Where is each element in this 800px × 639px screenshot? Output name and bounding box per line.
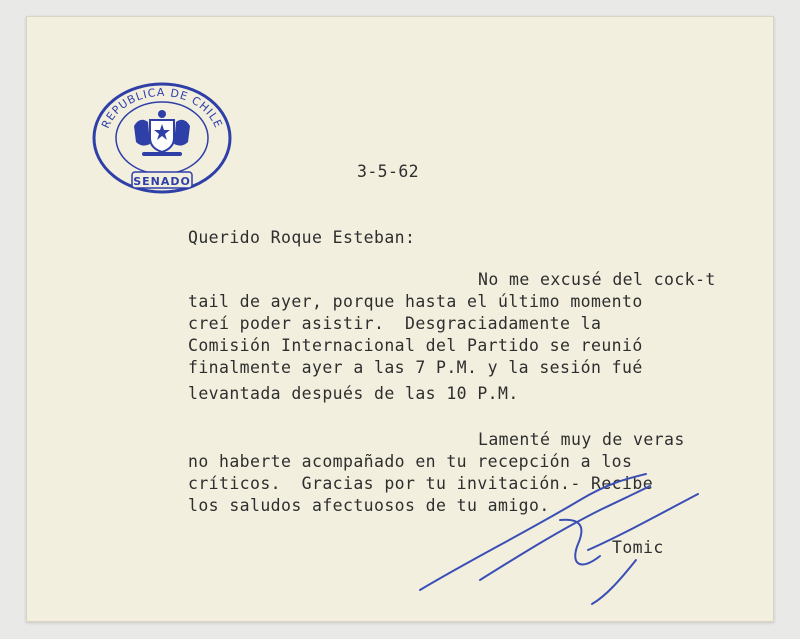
para1-line: No me excusé del cock-t [478,270,716,289]
letter-signoff: Tomic [612,538,664,557]
seal-arc-text: REPUBLICA DE CHILE [98,85,226,131]
letter-date: 3-5-62 [357,162,420,181]
para2-line: Lamenté muy de veras [478,430,685,449]
seal-bottom-text: SENADO [133,175,191,188]
para1-line: creí poder asistir. Desgraciadamente la [188,314,602,333]
para2-line: no haberte acompañado en tu recepción a los [188,452,633,471]
handwritten-signature [410,460,710,610]
para1-line: finalmente ayer a las 7 P.M. y la sesión fué [188,358,643,377]
letter-salutation: Querido Roque Esteban: [188,228,416,247]
para1-line: Comisión Internacional del Partido se reunió [188,336,643,355]
coat-of-arms-icon [134,110,190,156]
senado-seal [90,80,234,196]
para1-line: tail de ayer, porque hasta el último momento [188,292,643,311]
para2-line: críticos. Gracias por tu invitación.- Recibe [188,474,654,493]
para2-line: los saludos afectuosos de tu amigo. [188,496,550,515]
para1-line: levantada después de las 10 P.M. [188,384,519,403]
